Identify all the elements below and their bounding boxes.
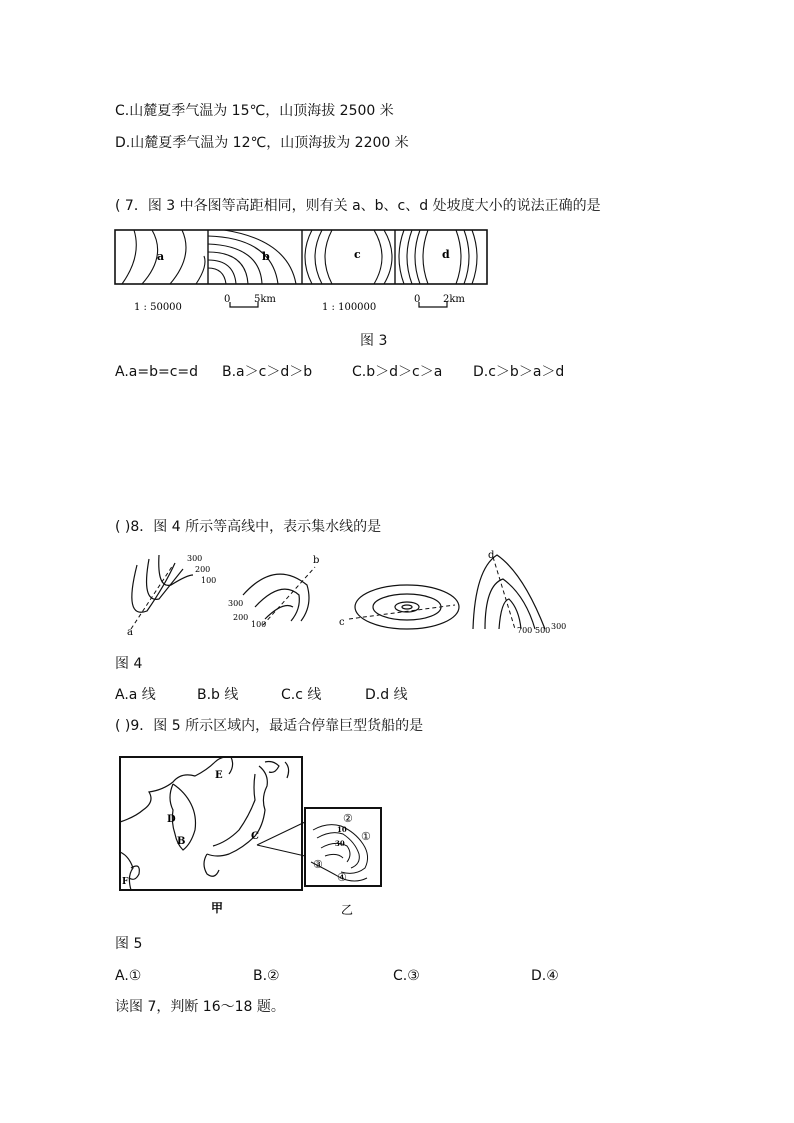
figure-3: [112, 226, 492, 318]
map-label-d: D: [167, 814, 176, 825]
figure-4-b-contours: [243, 574, 309, 621]
question-7: ( 7．图 3 中各图等高距相同，则有关 a、b、c、d 处坡度大小的说法正确的是: [115, 198, 601, 214]
map-label-e: E: [215, 770, 223, 781]
panel-d-label: d: [442, 248, 450, 261]
q7-option-c: C.b＞d＞c＞a: [352, 364, 443, 380]
q8-option-b: B.b 线: [197, 687, 239, 703]
panel-c-label: c: [354, 248, 361, 261]
figure-4-caption: 图 4: [115, 656, 143, 672]
a-contour-100: 100: [201, 576, 217, 585]
scale-bar-2-zero: 0: [414, 294, 421, 305]
q7-option-b: B.a＞c＞d＞b: [222, 364, 313, 380]
question-9: ( )9．图 5 所示区域内，最适合停靠巨型货船的是: [115, 718, 424, 734]
q9-option-c: C.③: [393, 968, 420, 984]
d-contour-300: 300: [551, 622, 567, 631]
q9-option-a: A.①: [115, 968, 142, 984]
map-label-f: F: [122, 877, 129, 887]
d-contour-700: 700: [517, 626, 533, 635]
panel-b-label: b: [262, 250, 270, 263]
scale-bar-2-end: 2km: [443, 294, 465, 305]
figure-3-caption: 图 3: [360, 333, 388, 349]
q7-option-d: D.c＞b＞a＞d: [473, 364, 565, 380]
figure-5-caption: 图 5: [115, 936, 143, 952]
q7-option-a: A.a=b=c=d: [115, 364, 199, 380]
map-label-c: C: [251, 831, 259, 842]
footer-instruction: 读图 7，判断 16～18 题。: [115, 999, 285, 1015]
a-contour-200: 200: [195, 565, 211, 574]
inset-depth-10: 10: [337, 825, 347, 834]
option-c-text: C.山麓夏季气温为 15℃，山顶海拔 2500 米: [115, 103, 394, 119]
inset-marker-1: ①: [361, 830, 371, 843]
line-a: [131, 565, 173, 629]
inset-marker-4: ④: [337, 871, 347, 884]
b-contour-300: 300: [228, 599, 244, 608]
line-b-label: b: [313, 555, 320, 566]
map-label-b: B: [177, 836, 186, 847]
q8-option-c: C.c 线: [281, 687, 322, 703]
scale-bar-1-zero: 0: [224, 294, 231, 305]
figure-4-a-contours: [132, 555, 193, 612]
line-a-label: a: [127, 627, 133, 638]
q9-option-b: B.②: [253, 968, 280, 984]
inset-marker-2: ②: [343, 812, 353, 825]
panel-b-contours: [208, 230, 296, 284]
scale-2: 1 : 100000: [322, 302, 377, 313]
figure-4: [115, 545, 575, 640]
b-contour-100: 100: [251, 620, 267, 629]
question-8: ( )8．图 4 所示等高线中，表示集水线的是: [115, 519, 382, 535]
panel-c-contours: [305, 230, 392, 284]
label-yi: 乙: [341, 903, 354, 917]
panel-d-contours: [399, 230, 477, 284]
inset-depth-30: 30: [335, 839, 345, 848]
q9-option-d: D.④: [531, 968, 559, 984]
scale-bar-1-end: 5km: [254, 294, 276, 305]
panel-a-label: a: [157, 250, 165, 263]
figure-5: [115, 752, 390, 922]
d-contour-500: 500: [535, 626, 551, 635]
q8-option-a: A.a 线: [115, 687, 156, 703]
line-d-label: d: [488, 550, 495, 561]
inset-marker-3: ③: [313, 858, 323, 871]
b-contour-200: 200: [233, 613, 249, 622]
figure-4-d-contours: [473, 555, 545, 629]
scale-1: 1 : 50000: [134, 302, 182, 313]
label-jia: 甲: [211, 901, 224, 915]
figure-4-c-contours: [355, 585, 459, 629]
line-c-label: c: [339, 617, 345, 628]
q8-option-d: D.d 线: [365, 687, 408, 703]
option-d-text: D.山麓夏季气温为 12℃，山顶海拔为 2200 米: [115, 135, 409, 151]
a-contour-300: 300: [187, 554, 203, 563]
